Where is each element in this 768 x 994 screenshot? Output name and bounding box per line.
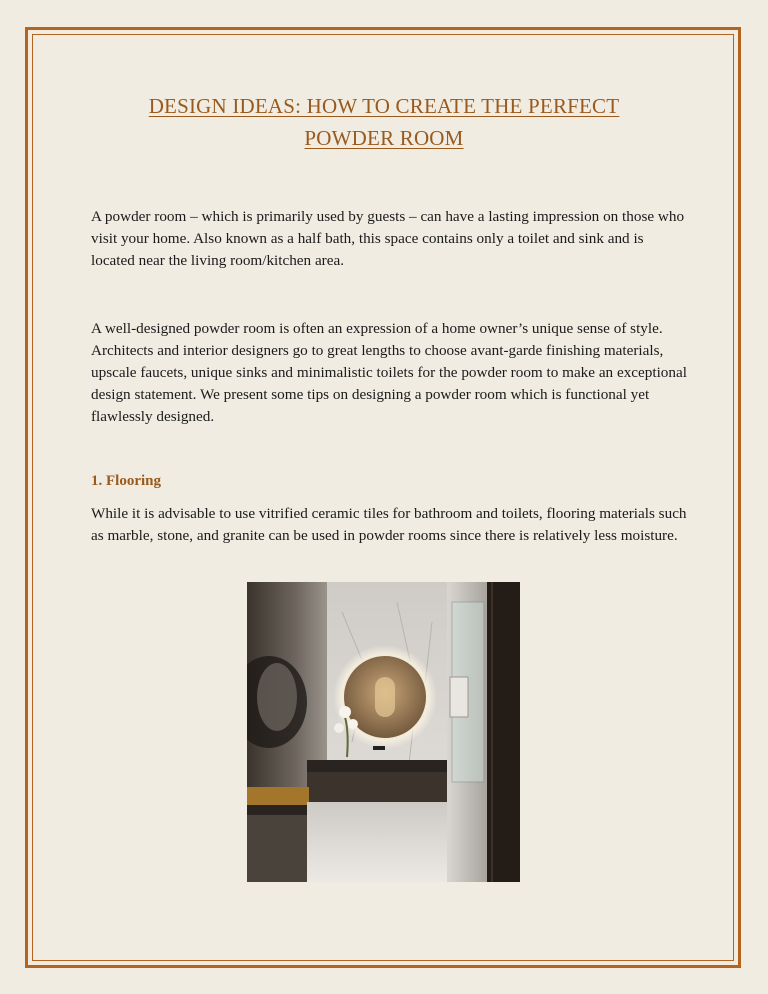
- design-paragraph: A well-designed powder room is often an expression of a home owner’s unique sense of style. Architects and interior designers go to great lengths to choose avant-garde finishing materials, upscale faucets, unique sinks and minimalistic toilets for the powder room to make an exceptional design statement. We present some tips on designing a powder room which is functional yet flawlessly designed.: [91, 320, 687, 425]
- title-line-1: DESIGN IDEAS: HOW TO CREATE THE PERFECT: [148, 94, 620, 118]
- document-title: [90, 90, 678, 154]
- flooring-paragraph: While it is advisable to use vitrified ceramic tiles for bathroom and toilets, flooring materials such as marble, stone, and granite can be used in powder rooms since there is relatively less moisture.: [91, 505, 687, 544]
- powder-room-photo: [247, 582, 520, 882]
- section-heading-flooring: 1. Flooring: [91, 473, 161, 489]
- powder-room-illustration: [247, 582, 520, 882]
- title-line-2: POWDER ROOM: [304, 126, 464, 150]
- intro-paragraph: A powder room – which is primarily used by guests – can have a lasting impression on those who visit your home. Also known as a half bath, this space contains only a toilet and sink and is located near the living room/kitchen area.: [91, 208, 685, 269]
